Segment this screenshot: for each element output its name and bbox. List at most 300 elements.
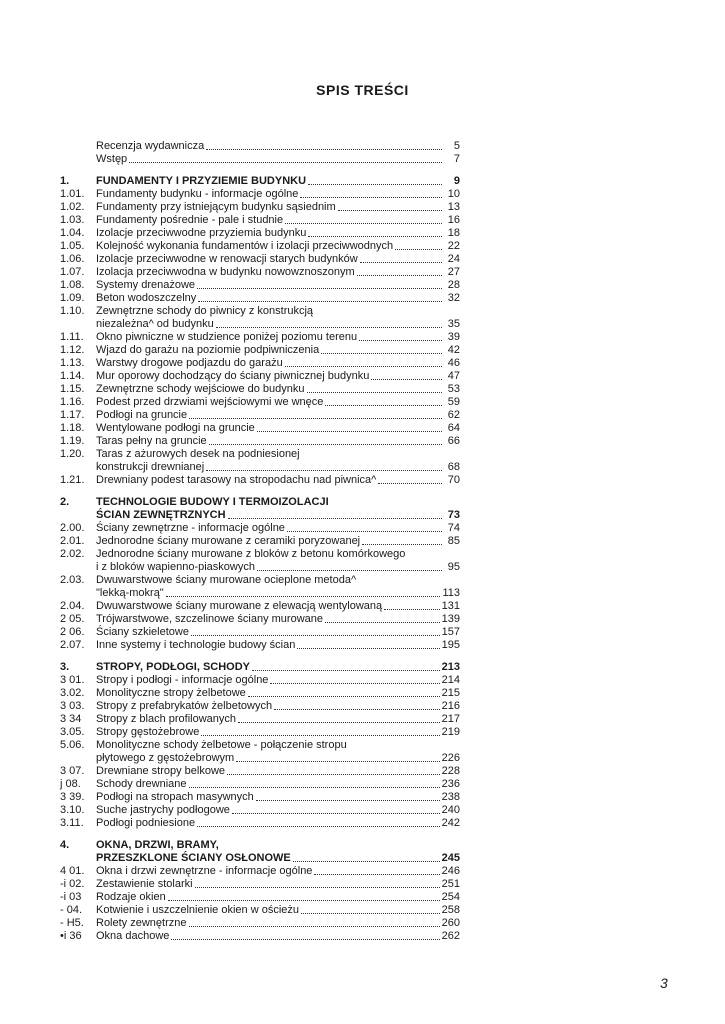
entry-number: 2.01. (60, 535, 85, 547)
section-gap (60, 652, 460, 661)
dot-leader (209, 444, 442, 445)
toc-entry[interactable] (60, 140, 460, 153)
toc-entry[interactable] (60, 396, 460, 409)
toc-entry[interactable] (60, 674, 460, 687)
entry-text (96, 700, 460, 713)
dot-leader (201, 735, 439, 736)
entry-page: 240 (441, 804, 460, 816)
entry-text (96, 661, 460, 674)
entry-text (96, 409, 460, 422)
toc-entry[interactable] (60, 548, 460, 574)
entry-number: 3.02. (60, 687, 85, 699)
entry-page: 95 (447, 561, 460, 573)
entry-number: 3 07. (60, 765, 85, 777)
entry-page: 59 (447, 396, 460, 408)
entry-title-line: "lekką-mokrą" (96, 587, 164, 599)
dot-leader (168, 900, 440, 901)
entry-page: 251 (441, 878, 460, 890)
entry-text (96, 804, 460, 817)
entry-number: 1.17. (60, 409, 85, 421)
entry-number: 1.18. (60, 422, 85, 434)
dot-leader (371, 379, 442, 380)
entry-text (96, 878, 460, 891)
entry-title: Kotwienie i uszczelnienie okien w ościeżu (96, 904, 299, 916)
dot-leader (300, 197, 442, 198)
dot-leader (297, 648, 439, 649)
entry-title: Okna i drzwi zewnętrzne - informacje ogólne (96, 865, 313, 877)
entry-text (96, 214, 460, 227)
toc-entry[interactable] (60, 448, 460, 474)
entry-title: Dwuwarstwowe ściany murowane z elewacją wentylowaną (96, 600, 383, 612)
entry-title: Ściany zewnętrzne - informacje ogólne (96, 522, 285, 534)
entry-title: Stropy gęstożebrowe (96, 726, 200, 738)
entry-text (96, 344, 460, 357)
entry-page: 5 (453, 140, 460, 152)
entry-number: 1.11. (60, 331, 84, 343)
entry-page: 42 (447, 344, 460, 356)
dot-leader (287, 531, 442, 532)
toc-entry[interactable] (60, 344, 460, 357)
entry-number: 1.14. (60, 370, 85, 382)
entry-page: 73 (447, 509, 460, 521)
dot-leader (257, 431, 442, 432)
entry-last-line (96, 587, 460, 600)
entry-title-line: ŚCIAN ZEWNĘTRZNYCH (96, 509, 226, 521)
entry-text (96, 600, 460, 613)
entry-page: 32 (447, 292, 460, 304)
entry-text (96, 726, 460, 739)
entry-text (96, 639, 460, 652)
toc-entry[interactable] (60, 600, 460, 613)
entry-title: FUNDAMENTY I PRZYZIEMIE BUDYNKU (96, 175, 307, 187)
entry-text (96, 140, 460, 153)
entry-title: Schody drewniane (96, 778, 187, 790)
entry-title: Suche jastrychy podłogowe (96, 804, 230, 816)
entry-title: Izolacje przeciwwodne przyziemia budynku (96, 227, 307, 239)
entry-page: 245 (441, 852, 460, 864)
toc-entry[interactable] (60, 240, 460, 253)
entry-number: 1. (60, 175, 70, 187)
entry-number: 1.20. (60, 448, 85, 460)
toc-entry[interactable] (60, 535, 460, 548)
entry-page: 242 (441, 817, 460, 829)
entry-title: Fundamenty przy istniejącym budynku sąsiednim (96, 201, 336, 213)
entry-text (96, 292, 460, 305)
entry-text (96, 279, 460, 292)
toc-entry[interactable] (60, 613, 460, 626)
entry-page: 62 (447, 409, 460, 421)
toc-entry[interactable] (60, 917, 460, 930)
page-number: 3 (660, 975, 668, 991)
entry-title-line: PRZESZKLONE ŚCIANY OSŁONOWE (96, 852, 291, 864)
entry-page: 39 (447, 331, 460, 343)
entry-title-line: Taras z ażurowych desek na podniesionej (96, 448, 300, 460)
entry-number: 4. (60, 839, 70, 851)
entry-number: 1.08. (60, 279, 85, 291)
entry-title: Monolityczne stropy żelbetowe (96, 687, 246, 699)
dot-leader (378, 483, 442, 484)
section-heading[interactable] (60, 661, 460, 674)
entry-number: - H5. (60, 917, 84, 929)
entry-title: Fundamenty pośrednie - pale i studnie (96, 214, 284, 226)
dot-leader (189, 418, 442, 419)
entry-number: 1.15. (60, 383, 85, 395)
entry-title-line: konstrukcji drewnianej (96, 461, 205, 473)
toc-entry[interactable] (60, 305, 460, 331)
entry-number: 1.09. (60, 292, 85, 304)
dot-leader (228, 518, 442, 519)
entry-text (96, 188, 460, 201)
entry-number: -i 02. (60, 878, 85, 890)
toc-entry[interactable] (60, 817, 460, 830)
toc-entry[interactable] (60, 188, 460, 201)
toc-entry[interactable] (60, 804, 460, 817)
toc-entry[interactable] (60, 904, 460, 917)
dot-leader (227, 774, 440, 775)
dot-leader (198, 301, 442, 302)
entry-page: 66 (447, 435, 460, 447)
entry-title: Stropy i podłogi - informacje ogólne (96, 674, 269, 686)
entry-title: Beton wodoszczelny (96, 292, 197, 304)
entry-text (96, 613, 460, 626)
entry-text (96, 674, 460, 687)
entry-text (96, 396, 460, 409)
dot-leader (285, 366, 442, 367)
entry-title: Wentylowane podłogi na gruncie (96, 422, 255, 434)
entry-title: Wjazd do garażu na poziomie podpiwniczenia (96, 344, 320, 356)
toc-entry[interactable] (60, 214, 460, 227)
entry-title: Zestawienie stolarki (96, 878, 193, 890)
entry-number: 1.05. (60, 240, 85, 252)
entry-page: 10 (447, 188, 460, 200)
entry-title-line: płytowego z gęstożebrowym (96, 752, 235, 764)
toc-entry[interactable] (60, 153, 460, 166)
entry-page: 139 (441, 613, 460, 625)
entry-page: 64 (447, 422, 460, 434)
dot-leader (238, 722, 440, 723)
toc-entry[interactable] (60, 227, 460, 240)
entry-number: 3. (60, 661, 70, 673)
entry-title: Drewniane stropy belkowe (96, 765, 226, 777)
dot-leader (197, 288, 442, 289)
entry-title: Stropy z prefabrykatów żelbetowych (96, 700, 273, 712)
page-title: SPIS TREŚCI (316, 82, 409, 98)
entry-title: Rodzaje okien (96, 891, 166, 903)
entry-number: 3 03. (60, 700, 85, 712)
entry-text (96, 891, 460, 904)
entry-last-line (96, 318, 460, 331)
entry-number: 1.19. (60, 435, 85, 447)
entry-page: 46 (447, 357, 460, 369)
entry-text (96, 739, 460, 765)
entry-text (96, 474, 460, 487)
entry-number: 2 06. (60, 626, 85, 638)
entry-number: 3.11. (60, 817, 84, 829)
entry-title: Kolejność wykonania fundamentów i izolacji przeciwwodnych (96, 240, 394, 252)
entry-last-line (96, 752, 460, 765)
entry-page: 53 (447, 383, 460, 395)
toc-entry[interactable] (60, 700, 460, 713)
toc-entry[interactable] (60, 726, 460, 739)
entry-text (96, 626, 460, 639)
entry-page: 16 (447, 214, 460, 226)
entry-text (96, 930, 460, 943)
entry-text (96, 422, 460, 435)
toc-entry[interactable] (60, 474, 460, 487)
entry-title: Mur oporowy dochodzący do ściany piwnicznej budynku (96, 370, 370, 382)
entry-title: Stropy z blach profilowanych (96, 713, 237, 725)
dot-leader (325, 622, 440, 623)
entry-page: 13 (447, 201, 460, 213)
dot-leader (256, 800, 440, 801)
toc-entry[interactable] (60, 266, 460, 279)
section-gap (60, 166, 460, 175)
entry-page: 47 (447, 370, 460, 382)
entry-page: 213 (441, 661, 460, 673)
entry-page: 226 (441, 752, 460, 764)
entry-title-line: TECHNOLOGIE BUDOWY I TERMOIZOLACJI (96, 496, 329, 508)
entry-text (96, 370, 460, 383)
entry-number: 2 05. (60, 613, 85, 625)
toc-entry[interactable] (60, 878, 460, 891)
entry-title-line: niezależna^ od budynku (96, 318, 214, 330)
entry-title: Warstwy drogowe podjazdu do garażu (96, 357, 283, 369)
entry-page: 254 (441, 891, 460, 903)
entry-number: 3.10. (60, 804, 85, 816)
entry-text (96, 765, 460, 778)
entry-page: 68 (447, 461, 460, 473)
entry-number: 1.21. (60, 474, 85, 486)
entry-text (96, 383, 460, 396)
entry-number: 1.06. (60, 253, 85, 265)
dot-leader (248, 696, 440, 697)
entry-number: 3 39. (60, 791, 85, 803)
dot-leader (301, 913, 440, 914)
entry-page: 27 (447, 266, 460, 278)
entry-text (96, 778, 460, 791)
toc-entry[interactable] (60, 626, 460, 639)
entry-page: 228 (441, 765, 460, 777)
entry-title: Okno piwniczne w studzience poniżej poziomu terenu (96, 331, 358, 343)
entry-text (96, 574, 460, 600)
entry-title: Systemy drenażowe (96, 279, 196, 291)
dot-leader (197, 826, 440, 827)
toc-entry[interactable] (60, 639, 460, 652)
entry-number: 1.03. (60, 214, 85, 226)
toc-entry[interactable] (60, 253, 460, 266)
toc-entry[interactable] (60, 357, 460, 370)
entry-text (96, 865, 460, 878)
entry-title: Trójwarstwowe, szczelinowe ściany murowane (96, 613, 324, 625)
dot-leader (314, 874, 439, 875)
dot-leader (293, 861, 440, 862)
entry-title: STROPY, PODŁOGI, SCHODY (96, 661, 251, 673)
entry-text (96, 357, 460, 370)
toc-entry[interactable] (60, 370, 460, 383)
entry-last-line (96, 852, 460, 865)
entry-text (96, 522, 460, 535)
toc-entry[interactable] (60, 574, 460, 600)
toc-entry[interactable] (60, 201, 460, 214)
entry-page: 28 (447, 279, 460, 291)
entry-title: Fundamenty budynku - informacje ogólne (96, 188, 299, 200)
dot-leader (384, 609, 440, 610)
entry-text (96, 331, 460, 344)
entry-page: 214 (441, 674, 460, 686)
entry-text (96, 817, 460, 830)
entry-title: Podłogi podniesione (96, 817, 196, 829)
toc-entry[interactable] (60, 279, 460, 292)
section-gap (60, 487, 460, 496)
entry-page: 18 (447, 227, 460, 239)
entry-page: 195 (441, 639, 460, 651)
entry-number: 2.03. (60, 574, 85, 586)
toc-entry[interactable] (60, 522, 460, 535)
dot-leader (206, 149, 442, 150)
entry-number: 3 34 (60, 713, 82, 725)
entry-title-line: Jednorodne ściany murowane z bloków z betonu komórkowego (96, 548, 406, 560)
toc-entry[interactable] (60, 778, 460, 791)
entry-page: 131 (441, 600, 460, 612)
entry-page: 236 (441, 778, 460, 790)
entry-page: 217 (441, 713, 460, 725)
entry-page: 157 (441, 626, 460, 638)
dot-leader (321, 353, 442, 354)
toc-entry[interactable] (60, 765, 460, 778)
entry-title: Podłogi na stropach masywnych (96, 791, 254, 803)
entry-number: 2.02. (60, 548, 85, 560)
entry-text (96, 153, 460, 166)
entry-number: j 08. (60, 778, 81, 790)
entry-page: 260 (441, 917, 460, 929)
entry-text (96, 687, 460, 700)
entry-text (96, 535, 460, 548)
entry-text (96, 496, 460, 522)
toc-entry[interactable] (60, 930, 460, 943)
toc-entry[interactable] (60, 292, 460, 305)
section-heading[interactable] (60, 839, 460, 865)
toc-entry[interactable] (60, 739, 460, 765)
toc-entry[interactable] (60, 409, 460, 422)
entry-last-line (96, 561, 460, 574)
entry-title: Ściany szkieletowe (96, 626, 189, 638)
toc-entry[interactable] (60, 331, 460, 344)
section-heading[interactable] (60, 175, 460, 188)
entry-page: 85 (447, 535, 460, 547)
entry-title: Rolety zewnętrzne (96, 917, 187, 929)
dot-leader (232, 813, 440, 814)
toc-entry[interactable] (60, 791, 460, 804)
entry-number: 2. (60, 496, 70, 508)
entry-title-line: Zewnętrzne schody do piwnicy z konstrukcją (96, 305, 314, 317)
entry-last-line (96, 461, 460, 474)
entry-text (96, 227, 460, 240)
entry-text (96, 448, 460, 474)
section-gap (60, 830, 460, 839)
entry-title: Podłogi na gruncie (96, 409, 188, 421)
dot-leader (195, 887, 440, 888)
entry-number: 1.02. (60, 201, 85, 213)
toc-entry[interactable] (60, 422, 460, 435)
entry-title: Izolacje przeciwwodne w renowacji starych budynków (96, 253, 358, 265)
entry-title: Recenzja wydawnicza (96, 140, 205, 152)
entry-title: Inne systemy i technologie budowy ścian (96, 639, 296, 651)
dot-leader (308, 184, 442, 185)
entry-text (96, 266, 460, 279)
toc-entry[interactable] (60, 713, 460, 726)
entry-title: Jednorodne ściany murowane z ceramiki poryzowanej (96, 535, 361, 547)
entry-title: Zewnętrzne schody wejściowe do budynku (96, 383, 305, 395)
entry-text (96, 435, 460, 448)
entry-number: 3 01. (60, 674, 85, 686)
entry-page: 258 (441, 904, 460, 916)
entry-page: 35 (447, 318, 460, 330)
entry-number: 2.07. (60, 639, 85, 651)
entry-title: Taras pełny na gruncie (96, 435, 207, 447)
entry-page: 262 (441, 930, 460, 942)
entry-title-line: Monolityczne schody żelbetowe - połączenie stropu (96, 739, 347, 751)
entry-text (96, 253, 460, 266)
entry-text (96, 839, 460, 865)
entry-title: Izolacja przeciwwodna w budynku nowowznoszonym (96, 266, 355, 278)
dot-leader (360, 262, 442, 263)
entry-page: 22 (447, 240, 460, 252)
dot-leader (395, 249, 442, 250)
entry-text (96, 305, 460, 331)
entry-number: 1.01. (60, 188, 85, 200)
entry-number: 3.05. (60, 726, 85, 738)
entry-page: 7 (453, 153, 460, 165)
dot-leader (252, 670, 440, 671)
entry-text (96, 175, 460, 188)
entry-page: 219 (441, 726, 460, 738)
section-heading[interactable] (60, 496, 460, 522)
dot-leader (308, 236, 442, 237)
dot-leader (236, 761, 439, 762)
entry-number: 1.04. (60, 227, 85, 239)
toc-entry[interactable] (60, 435, 460, 448)
dot-leader (285, 223, 442, 224)
dot-leader (362, 544, 442, 545)
entry-number: 5.06. (60, 739, 85, 751)
dot-leader (307, 392, 442, 393)
entry-title: Wstęp (96, 153, 128, 165)
entry-text (96, 240, 460, 253)
entry-number: 2.04. (60, 600, 85, 612)
dot-leader (357, 275, 442, 276)
entry-number: 2.00. (60, 522, 85, 534)
entry-page: 24 (447, 253, 460, 265)
entry-page: 9 (453, 175, 460, 187)
entry-page: 74 (447, 522, 460, 534)
entry-title: Podest przed drzwiami wejściowymi we wnęce (96, 396, 324, 408)
entry-page: 113 (442, 587, 460, 599)
entry-page: 216 (441, 700, 460, 712)
dot-leader (325, 405, 442, 406)
toc-entry[interactable] (60, 865, 460, 878)
entry-text (96, 548, 460, 574)
entry-title-line: Dwuwarstwowe ściany murowane ocieplone metoda^ (96, 574, 357, 586)
dot-leader (206, 470, 442, 471)
entry-number: 1.13. (60, 357, 85, 369)
toc-entry[interactable] (60, 891, 460, 904)
toc-entry[interactable] (60, 383, 460, 396)
toc-entry[interactable] (60, 687, 460, 700)
dot-leader (274, 709, 440, 710)
dot-leader (270, 683, 439, 684)
entry-number: 1.10. (60, 305, 85, 317)
entry-number: 1.12. (60, 344, 85, 356)
